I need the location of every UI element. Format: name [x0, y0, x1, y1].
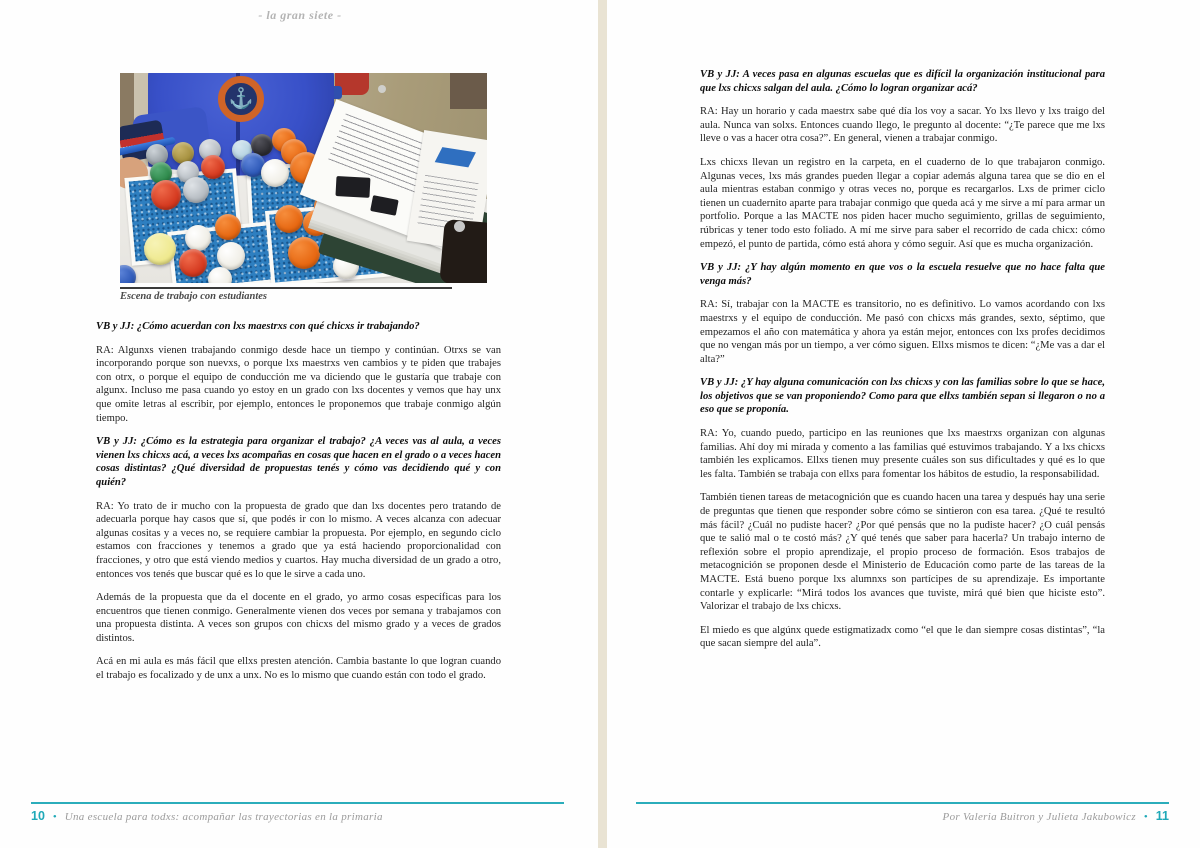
- interview-answer: RA: Sí, trabajar con la MACTE es transitorio, no es definitivo. Lo vamos acordando con lxs maestrxs y el equipo de conducción. Me pasó con chicxs más grandes, sexto, séptimo, que empezamos el año con matemática y ahora ya están mejor, entonces con lxs profes decidimos que no vengan más por un tiempo, a ver cómo siguen. Ellxs mismos te dicen: “¿Me vas a dar el alta?”: [700, 299, 1105, 365]
- interview-question: VB y JJ: ¿Cómo es la estrategia para organizar el trabajo? ¿A veces vas al aula, a veces vienen lxs chicxs acá, a veces lxs acompañas en cosas que hacen en el grado o a veces hacen cosas distintas? ¿Qué diversidad de propuestas tenés y cómo vas decidiendo qué y con quién?: [96, 436, 501, 488]
- bottle-cap: [217, 242, 245, 270]
- interview-answer: RA: Yo trato de ir mucho con la propuesta de grado que dan lxs docentes pero tratando de adecuarla porque hay casos que sí, que podés ir con lo mismo. A veces alcanza con adecuar algunas cositas y a veces no, se requiere cambiar la propuesta. Por ejemplo, en segundo ciclo estamos con fracciones y tenemos a grado que ya está haciendo proporcionalidad con fracciones, y otro que está viendo medios y cuartos. Hay mucha diversidad de un grado a otro, entonces vos tenés que buscar qué es lo que le sirve a cada uno.: [96, 500, 501, 580]
- footer-left: [31, 809, 383, 823]
- interview-question: VB y JJ: ¿Y hay algún momento en que vos o la escuela resuelve que no hace falta que venga más?: [700, 262, 1105, 287]
- photo-caption: Escena de trabajo con estudiantes: [120, 291, 268, 302]
- bottle-cap: [144, 233, 176, 265]
- bottle-cap: [151, 180, 181, 210]
- running-head: - la gran siete -: [258, 8, 342, 22]
- blue-printed-shape: [435, 147, 476, 167]
- bottle-cap: [215, 214, 241, 240]
- bottle-cap: [179, 249, 207, 277]
- footer-bullet: •: [52, 811, 57, 823]
- interview-question: VB y JJ: A veces pasa en algunas escuelas que es difícil la organización institucional para que lxs chicxs salgan del aula. ¿Cómo lo logran organizar acá?: [700, 69, 1105, 94]
- interview-answer: Además de la propuesta que da el docente en el grado, yo armo cosas específicas para los encuentros que tienen conmigo. Generalmente vienen dos veces por semana y trabajamos con una propuesta distinta. A veces son grupos con chicxs del mismo grado y a veces de grados distintos.: [96, 592, 501, 644]
- bottle-cap: [275, 205, 303, 233]
- work-scene-photo: [120, 73, 487, 283]
- bottle-cap: [185, 225, 211, 251]
- authors-credit: Por Valeria Buitron y Julieta Jakubowicz: [942, 811, 1136, 823]
- interview-question: VB y JJ: ¿Cómo acuerdan con lxs maestrxs con qué chicxs ir trabajando?: [96, 321, 420, 332]
- footer-right: [636, 809, 1169, 823]
- wall-knob: [378, 85, 386, 93]
- bottle-cap: [183, 177, 209, 203]
- caption-rule: [120, 287, 452, 289]
- interview-answer: RA: Yo, cuando puedo, participo en las reuniones que lxs maestrxs organizan con algunas familias. Ahí doy mi mirada y comento a las familias qué estuvimos trabajando. Y a lxs chicxs también les explicamos. Ellxs tienen muy presente cuáles son sus dificultades y qué es lo que les falta. También se trabaja con ellxs para fomentar los hábitos de estudio, la responsabilidad.: [700, 428, 1105, 480]
- interview-answer: El miedo es que algúnx quede estigmatizadx como “el que le dan siempre cosas distintas”, “la que sacan siempre del aula”.: [700, 624, 1105, 650]
- interview-answer: RA: Algunxs vienen trabajando conmigo desde hace un tiempo y continúan. Otrxs se van incorporando porque son nuevxs, o porque lxs maestrxs ven cambios y te piden que trabajes con otrx, o porque el equipo de conducción me va diciendo que le gustaría que trabaje con algunx. Incluso me pasa cuando yo estoy en un grado con lxs docentes y vemos que hay unx que omite letras al escribir, por ejemplo, entonces le proponemos que trabaje conmigo algún tiempo.: [96, 344, 501, 424]
- bottle-cap: [261, 159, 289, 187]
- interview-question: VB y JJ: ¿Y hay alguna comunicación con lxs chicxs y con las familias sobre lo que se hace, los objetivos que se van proponiendo? Como para que ellxs también sepan si llegaron o no a eso que se proponía.: [700, 377, 1105, 416]
- printed-figure: [335, 176, 370, 198]
- interview-answer: También tienen tareas de metacognición que es cuando hacen una tarea y después hay una serie de preguntas que tienen que responder sobre cómo se sintieron con esa tarea. ¿Qué te resultó más fácil? ¿Cuál no pudiste hacer? ¿Por qué pensás que no la pudiste hacer? ¿O cuál pensás que te salió mal o te costó más? ¿Y qué tenés que saber para hacerla? Un trabajo interno de reflexión sobre el propio aprendizaje, el propio proceso de formación. Esos trabajos de metacognición se proponen desde el Ministerio de Educación como parte de las tareas de la MACTE. Está bueno porque lxs alumnxs son partícipes de su aprendizaje. Es importante contarle y explicarle: “Mirá todos los avances que tuviste, mirá qué bien que hiciste esto”. Valorizar el trabajo de lxs chicxs.: [700, 492, 1105, 613]
- footer-rule-right: [636, 802, 1169, 804]
- interview-answer: RA: Hay un horario y cada maestrx sabe qué día los voy a sacar. Yo lxs llevo y lxs traigo del aula. Nunca van solxs. Entonces cuando llego, le pregunto al docente: “¿Te parece que me lxs lleve o vas a hacer otra cosa?”. En general, vienen a trabajar conmigo.: [700, 106, 1105, 145]
- interview-column-left: [96, 320, 501, 693]
- section-title: Una escuela para todxs: acompañar las trayectorias en la primaria: [64, 811, 383, 823]
- footer-rule-left: [31, 802, 564, 804]
- page-gutter: [598, 0, 607, 848]
- anchor-patch-icon: ⚓: [218, 76, 264, 122]
- printed-figure: [370, 195, 399, 216]
- page-number-left: 10: [31, 809, 45, 823]
- page-number-right: 11: [1155, 809, 1169, 823]
- interview-answer: Lxs chicxs llevan un registro en la carpeta, en el cuaderno de lo que trabajaron conmigo. Algunas veces, lxs más grandes pueden llegar a copiar además alguna tarea que se dio en el aula mientras estaban conmigo y otras veces no, porque es recargarlos. Lxs de primer ciclo tienen un cuadernito aparte para trabajar conmigo que queda acá y me sirve a mí para armar un portfolio. Porque a las MACTE nos piden hacer mucho seguimiento, grillas de seguimiento, rúbricas y tener todo esto foliado. A mí me sirve para saber el recorrido de cada chicx: cómo empezó, el punto de partida, cómo está ahora y cómo seguir. Así que es mucha organización.: [700, 156, 1105, 250]
- interview-answer: Acá en mi aula es más fácil que ellxs presten atención. Cambia bastante lo que logran cuando el trabajo es focalizado y de unx a unx. No es lo mismo que cuando están con todo el grado.: [96, 656, 501, 682]
- interview-column-right: [700, 68, 1105, 661]
- bottle-cap: [201, 155, 225, 179]
- container-knob: [454, 221, 465, 232]
- footer-bullet: •: [1143, 811, 1148, 823]
